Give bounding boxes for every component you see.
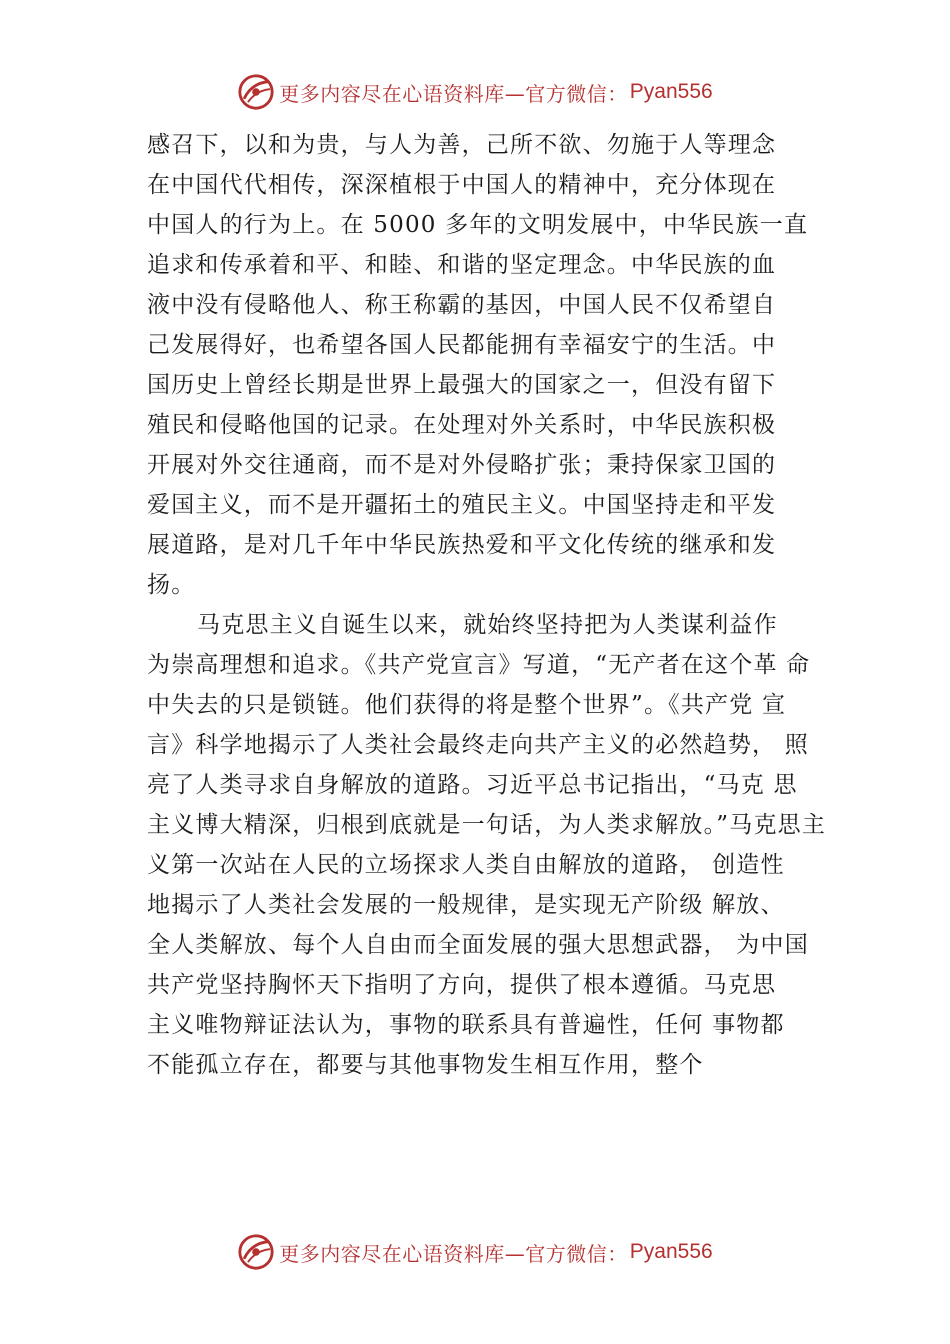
banner-text: 更多内容尽在心语资料库—官方微信： [279, 81, 628, 106]
text-line: 共产党坚持胸怀天下指明了方向，提供了根本遵循。马克思 [147, 972, 777, 998]
document-body [147, 125, 827, 1085]
footer-banner [0, 1232, 950, 1272]
text-line: 殖民和侵略他国的记录。在处理对外关系时，中华民族积极 [147, 412, 777, 438]
text-line: 言》科学地揭示了人类社会最终走向共产主义的必然趋势， 照 [147, 732, 809, 758]
text-line: 马克思主义自诞生以来，就始终坚持把为人类谋利益作 [197, 612, 778, 638]
text-line: 在中国代代相传，深深植根于中国人的精神中，充分体现在 [147, 172, 777, 198]
text-line: 中国人的行为上。在 5000 多年的文明发展中，中华民族一直 [147, 212, 809, 238]
brand-logo-icon [237, 1233, 275, 1271]
paragraph-1 [147, 125, 827, 605]
brand-logo-icon [237, 73, 275, 111]
text-line: 亮了人类寻求自身解放的道路。习近平总书记指出，“马克 思 [147, 772, 798, 798]
header-banner [0, 72, 950, 112]
paragraph-2 [147, 605, 827, 1085]
text-line: 全人类解放、每个人自由而全面发展的强大思想武器， 为中国 [147, 932, 809, 958]
text-line: 爱国主义，而不是开疆拓土的殖民主义。中国坚持走和平发 [147, 492, 777, 518]
banner-wechat-id: Pyan556 [629, 1240, 713, 1263]
text-line: 追求和传承着和平、和睦、和谐的坚定理念。中华民族的血 [147, 252, 777, 278]
text-line: 地揭示了人类社会发展的一般规律，是实现无产阶级 解放、 [147, 892, 785, 918]
text-line: 中失去的只是锁链。他们获得的将是整个世界”。《共产党 宣 [147, 692, 787, 718]
text-line: 开展对外交往通商，而不是对外侵略扩张；秉持保家卫国的 [147, 452, 777, 478]
text-line: 展道路，是对几千年中华民族热爱和平文化传统的继承和发 [147, 532, 777, 558]
banner-wechat-id: Pyan556 [629, 80, 713, 103]
text-line: 国历史上曾经长期是世界上最强大的国家之一，但没有留下 [147, 372, 777, 398]
text-line: 己发展得好，也希望各国人民都能拥有幸福安宁的生活。中 [147, 332, 777, 358]
text-line: 主义博大精深，归根到底就是一句话，为人类求解放。”马克思主 [147, 812, 827, 838]
text-line: 感召下，以和为贵，与人为善，己所不欲、勿施于人等理念 [147, 132, 777, 158]
text-line: 扬。 [147, 572, 196, 598]
text-line: 义第一次站在人民的立场探求人类自由解放的道路， 创造性 [147, 852, 785, 878]
banner-text: 更多内容尽在心语资料库—官方微信： [279, 1241, 628, 1266]
text-line: 主义唯物辩证法认为，事物的联系具有普遍性，任何 事物都 [147, 1012, 785, 1038]
text-line: 为崇高理想和追求。《共产党宣言》写道，“无产者在这个革 命 [147, 652, 811, 678]
text-line: 液中没有侵略他人、称王称霸的基因，中国人民不仅希望自 [147, 292, 777, 318]
text-line: 不能孤立存在，都要与其他事物发生相互作用，整个 [147, 1052, 704, 1078]
